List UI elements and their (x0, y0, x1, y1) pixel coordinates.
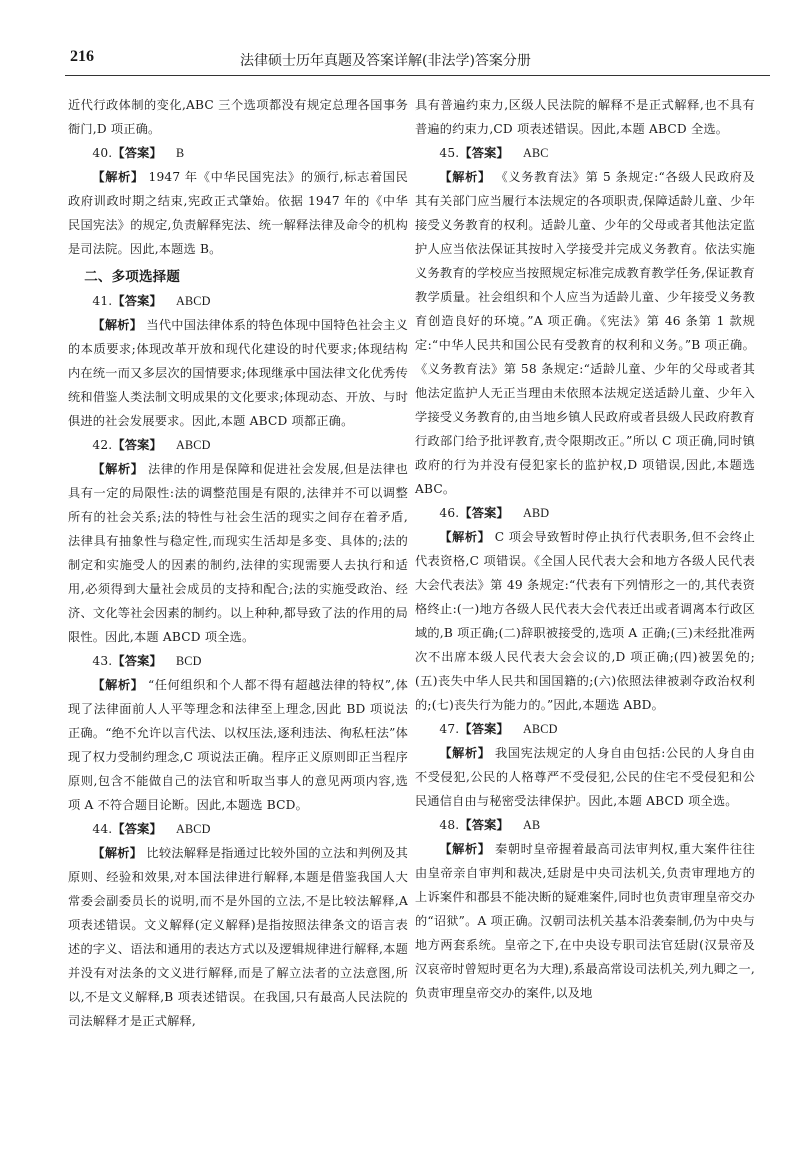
analysis-tag: 【解析】 (92, 170, 144, 184)
analysis-tag: 【解析】 (439, 842, 491, 856)
question-number: 40. (92, 146, 113, 160)
analysis-tag: 【解析】 (439, 170, 491, 184)
answer-value: ABCD (175, 822, 211, 836)
answer-line (415, 141, 755, 165)
analysis-tag: 【解析】 (92, 462, 144, 476)
analysis-text: 1947 年《中华民国宪法》的颁行,标志着国民政府训政时期之结束,宪政正式肇始。依据 1947 年的《中华民国宪法》的规定,负责解释宪法、统一解释法律及命令的机构是司法院。因此,本题选 B。 (68, 170, 408, 256)
analysis-text: 秦朝时皇帝握着最高司法审判权,重大案件往往由皇帝亲自审判和裁决,廷尉是中央司法机关,负责审理地方的上诉案件和郡县不能决断的疑难案件,同时也负责审理皇帝交办的“诏狱”。A 项正确。汉朝司法机关基本沿袭秦制,仍为中央与地方两套系统。皇帝之下,在中央设专职司法官廷尉(汉景帝及汉哀帝时曾短时更名为大理),系最高常设司法机关,列九卿之一,负责审理皇帝交办的案件,以及地 (415, 842, 755, 1000)
right-column (415, 93, 755, 1005)
analysis-text: 我国宪法规定的人身自由包括:公民的人身自由不受侵犯,公民的人格尊严不受侵犯,公民的住宅不受侵犯和公民通信自由与秘密受法律保护。因此,本题 ABCD 项全选。 (415, 746, 755, 808)
question-number: 47. (439, 722, 460, 736)
analysis-paragraph (68, 457, 408, 649)
answer-tag: 【答案】 (459, 722, 509, 736)
answer-tag: 【答案】 (112, 146, 162, 160)
answer-value: ABCD (522, 722, 558, 736)
analysis-paragraph (415, 741, 755, 813)
answer-line (68, 817, 408, 841)
analysis-text: 比较法解释是指通过比较外国的立法和判例及其原则、经验和效果,对本国法律进行解释,本题是借鉴我国人大常委会副委员长的说明,而不是外国的立法,不是比较法解释,A 项表述错误。文义解释(定义解释)是指按照法律条文的语言表述的字义、语法和通用的表达方式以及逻辑规律进行解释,本题并没有对法条的文义进行解释,而是了解立法者的立法意图,所以,不是文义解释,B 项表述错误。在我国,只有最高人民法院的司法解释才是正式解释, (68, 846, 408, 1028)
analysis-text: 法律的作用是保障和促进社会发展,但是法律也具有一定的局限性:法的调整范围是有限的,法律并不可以调整所有的社会关系;法的特性与社会生活的现实之间存在着矛盾,法律具有抽象性与稳定性,而现实生活却是多变、具体的;法的制定和实施受人的因素的制约,法律的实现需要人去执行和适用,必须得到大量社会成员的支持和配合;法的实施受政治、经济、文化等社会因素的制约。以上种种,都导致了法的作用的局限性。因此,本题 ABCD 项全选。 (68, 462, 408, 644)
answer-line (415, 813, 755, 837)
answer-tag: 【答案】 (459, 146, 509, 160)
answer-value: ABCD (175, 294, 211, 308)
answer-value: B (175, 146, 185, 160)
answer-value: ABCD (175, 438, 211, 452)
answer-value: ABC (522, 146, 549, 160)
answer-line (68, 433, 408, 457)
analysis-paragraph (415, 165, 755, 501)
analysis-tag: 【解析】 (92, 678, 144, 692)
analysis-text: 当代中国法律体系的特色体现中国特色社会主义的本质要求;体现改革开放和现代化建设的时代要求;体现结构内在统一而又多层次的国情要求;体现继承中国法律文化优秀传统和借鉴人类法制文明成果的文化要求;体现动态、开放、与时俱进的社会发展要求。因此,本题 ABCD 项都正确。 (68, 318, 408, 428)
answer-tag: 【答案】 (112, 654, 162, 668)
answer-tag: 【答案】 (112, 438, 162, 452)
answer-tag: 【答案】 (459, 506, 509, 520)
question-number: 44. (92, 822, 113, 836)
page-number: 216 (70, 48, 94, 65)
answer-tag: 【答案】 (112, 822, 162, 836)
running-header-title: 法律硕士历年真题及答案详解(非法学)答案分册 (240, 53, 531, 69)
analysis-paragraph (68, 313, 408, 433)
header-rule (65, 75, 770, 76)
analysis-text: 《义务教育法》第 5 条规定:“各级人民政府及其有关部门应当履行本法规定的各项职责,保障适龄儿童、少年接受义务教育的权利。适龄儿童、少年的父母或者其他法定监护人应当依法保证其按时入学接受并完成义务教育。依法实施义务教育的学校应当按照规定标准完成教育教学任务,保证教育教学质量。社会组织和个人应当为适龄儿童、少年接受义务教育创造良好的环境。”A 项正确。《宪法》第 46 条第 1 款规定:“中华人民共和国公民有受教育的权利和义务。”B 项正确。《义务教育法》第 58 条规定:“适龄儿童、少年的父母或者其他法定监护人无正当理由未依照本法规定送适龄儿童、少年入学接受义务教育的,由当地乡镇人民政府或者县级人民政府教育行政部门给予批评教育,责令限期改正。”所以 C 项正确,同时镇政府的行为并没有侵犯家长的监护权,D 项错误,因此,本题选 ABC。 (415, 170, 755, 496)
answer-line (415, 717, 755, 741)
answer-tag: 【答案】 (112, 294, 162, 308)
answer-tag: 【答案】 (459, 818, 509, 832)
analysis-tag: 【解析】 (92, 846, 143, 860)
analysis-tag: 【解析】 (439, 530, 491, 544)
paragraph: 具有普遍约束力,区级人民法院的解释不是正式解释,也不具有普遍的约束力,CD 项表述错误。因此,本题 ABCD 全选。 (415, 98, 755, 136)
analysis-tag: 【解析】 (439, 746, 491, 760)
question-number: 48. (439, 818, 460, 832)
section-heading: 二、多项选择题 (84, 269, 181, 285)
question-number: 46. (439, 506, 460, 520)
analysis-paragraph (68, 673, 408, 817)
analysis-tag: 【解析】 (92, 318, 143, 332)
answer-line (68, 289, 408, 313)
answer-line (68, 141, 408, 165)
question-number: 41. (92, 294, 113, 308)
answer-value: AB (522, 818, 541, 832)
question-number: 43. (92, 654, 113, 668)
paragraph: 近代行政体制的变化,ABC 三个选项都没有规定总理各国事务衙门,D 项正确。 (68, 98, 408, 136)
analysis-paragraph (68, 841, 408, 1033)
answer-value: BCD (175, 654, 202, 668)
analysis-paragraph (415, 837, 755, 1005)
analysis-paragraph (68, 165, 408, 261)
answer-value: ABD (522, 506, 550, 520)
analysis-text: “任何组织和个人都不得有超越法律的特权”,体现了法律面前人人平等理念和法律至上理念,因此 BD 项说法正确。“绝不允许以言代法、以权压法,逐利违法、徇私枉法”体现了权力受制约理念,C 项说法正确。程序正义原则即正当程序原则,包含不能做自己的法官和听取当事人的意见两项内容,选项 A 不符合题目论断。因此,本题选 BCD。 (68, 678, 408, 812)
question-number: 42. (92, 438, 113, 452)
answer-line (68, 649, 408, 673)
question-number: 45. (439, 146, 460, 160)
answer-line (415, 501, 755, 525)
left-column (68, 93, 408, 1033)
analysis-paragraph (415, 525, 755, 717)
analysis-text: C 项会导致暂时停止执行代表职务,但不会终止代表资格,C 项错误。《全国人民代表大会和地方各级人民代表大会代表法》第 49 条规定:“代表有下列情形之一的,其代表资格终止:(一)地方各级人民代表大会代表迁出或者调离本行政区域的,B 项正确;(二)辞职被接受的,选项 A 正确;(三)未经批准两次不出席本级人民代表大会会议的,D 项正确;(四)被罢免的;(五)丧失中华人民共和国国籍的;(六)依照法律被剥夺政治权利的;(七)丧失行为能力的。”因此,本题选 ABD。 (415, 530, 755, 712)
